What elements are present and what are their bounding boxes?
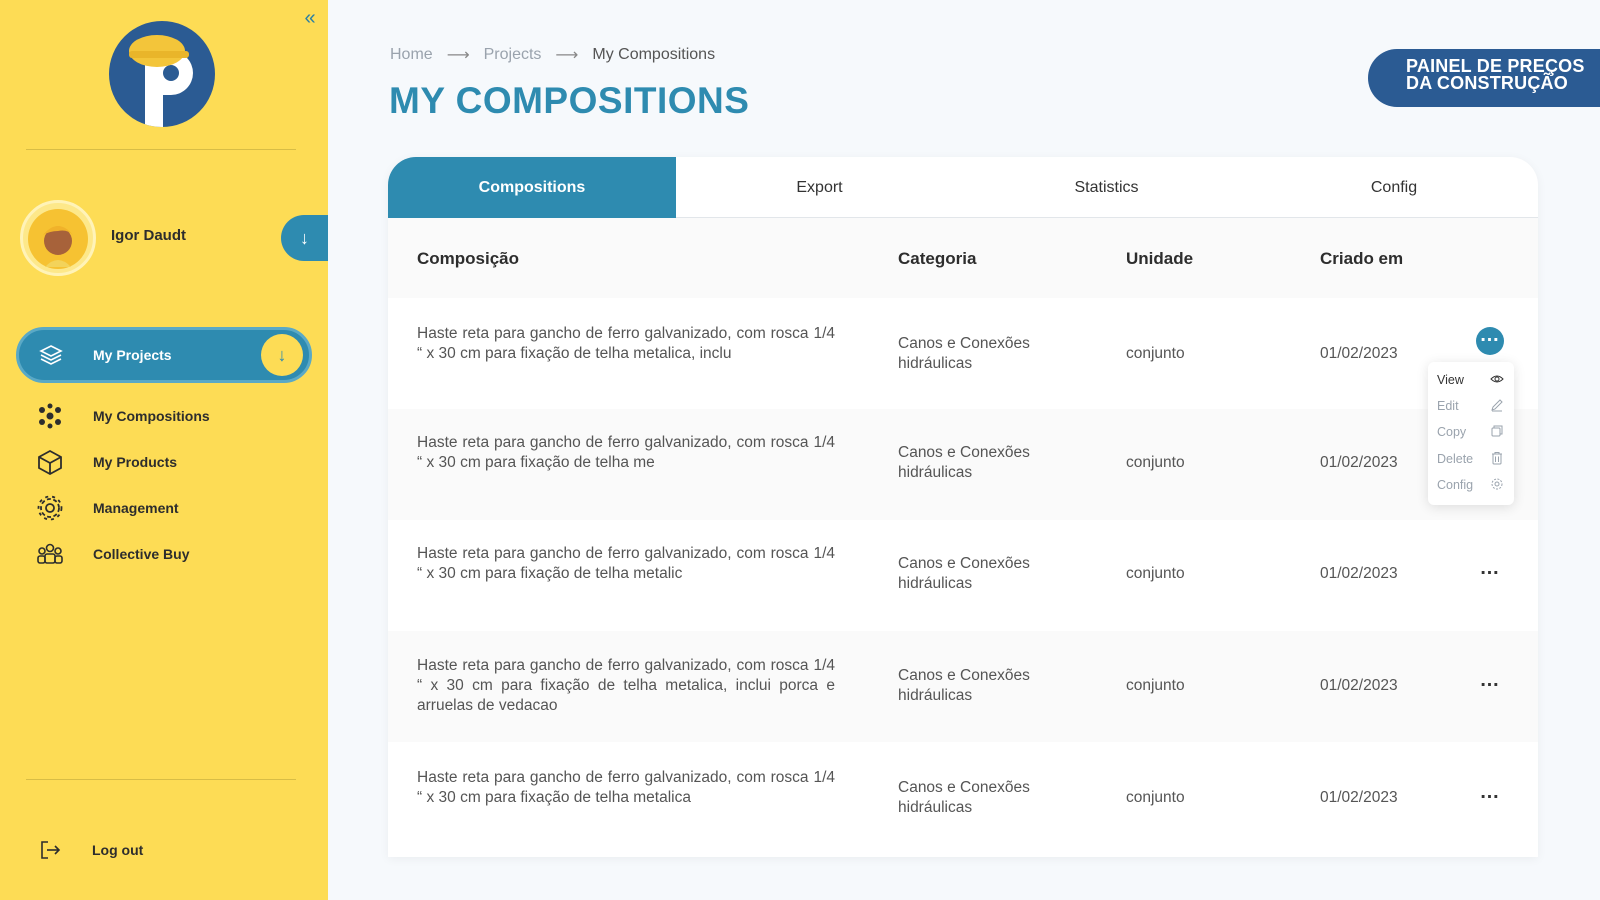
unit-cell: conjunto [1126,789,1185,806]
logout-icon [38,838,62,862]
sidebar-item-my-projects[interactable] [16,327,312,383]
menu-item-label: Config [1437,478,1474,492]
composition-description: Haste reta para gancho de ferro galvanizado, com rosca 1/4 “ x 30 cm para fixação de telha me [417,434,835,471]
sidebar-item-label: Collective Buy [93,546,190,562]
more-options-icon[interactable]: … [1479,557,1501,579]
tab-statistics[interactable]: Statistics [1074,179,1139,196]
table-row[interactable] [388,520,1538,631]
sidebar-item-label: Management [93,500,179,516]
compositions-card [388,157,1538,857]
date-cell: 01/02/2023 [1320,789,1398,806]
column-header-unidade[interactable]: Unidade [1126,249,1194,268]
date-cell: 01/02/2023 [1320,677,1398,694]
menu-item-view[interactable] [1428,368,1514,392]
date-cell: 01/02/2023 [1320,345,1398,362]
category-line-1: Canos e Conexões [898,667,1030,684]
menu-item-label: Copy [1437,425,1467,439]
category-line-1: Canos e Conexões [898,779,1030,796]
breadcrumb-projects[interactable]: Projects [483,46,542,63]
menu-item-label: Delete [1437,452,1474,466]
unit-cell: conjunto [1126,677,1185,694]
category-line-2: hidráulicas [898,355,973,372]
category-line-1: Canos e Conexões [898,444,1030,461]
gear-icon [36,494,64,522]
more-options-icon[interactable]: … [1476,327,1504,355]
sidebar-item-label: My Compositions [93,408,210,424]
logout-label: Log out [92,842,144,858]
composition-description: Haste reta para gancho de ferro galvanizado, com rosca 1/4 “ x 30 cm para fixação de telha metalic [417,545,835,582]
avatar[interactable] [20,200,96,276]
sidebar-item-my-products[interactable] [36,446,296,478]
trash-icon [1490,451,1504,465]
breadcrumb-current: My Compositions [592,46,716,63]
composition-description: Haste reta para gancho de ferro galvanizado, com rosca 1/4 “ x 30 cm para fixação de telha metalica [417,769,835,806]
sidebar-item-my-compositions[interactable] [36,400,296,432]
sidebar [0,0,328,900]
date-cell: 01/02/2023 [1320,454,1398,471]
menu-item-copy[interactable] [1428,420,1514,444]
gear-icon [1490,477,1504,491]
category-line-1: Canos e Conexões [898,335,1030,352]
category-cell [898,778,1030,818]
divider [26,149,296,150]
more-options-icon[interactable]: … [1479,781,1501,803]
table-row[interactable] [388,631,1538,742]
sidebar-item-label: My Products [93,454,178,470]
category-line-2: hidráulicas [898,575,973,592]
menu-item-edit[interactable] [1428,394,1514,418]
sidebar-item-label: My Projects [93,347,172,363]
column-header-criado-em[interactable]: Criado em [1320,249,1404,268]
composition-description: Haste reta para gancho de ferro galvanizado, com rosca 1/4 “ x 30 cm para fixação de telha metalica, inclui porca e arruelas de vedacao [417,657,835,714]
composition-description: Haste reta para gancho de ferro galvanizado, com rosca 1/4 “ x 30 cm para fixação de telha metalica, inclu [417,325,835,362]
category-cell [898,666,1030,706]
table-row[interactable] [388,742,1538,853]
tab-export[interactable]: Export [796,179,843,196]
layers-icon [39,343,63,367]
arrow-right-icon: ⟶ [555,47,579,64]
category-cell [898,554,1030,594]
menu-item-config[interactable] [1428,473,1514,497]
sidebar-item-collective-buy[interactable] [36,538,296,570]
category-line-2: hidráulicas [898,464,973,481]
more-options-icon[interactable]: … [1479,669,1501,691]
unit-cell: conjunto [1126,565,1185,582]
expand-arrow-icon[interactable]: ↓ [261,334,303,376]
user-menu-toggle[interactable]: ↓ [281,215,328,261]
menu-item-delete[interactable] [1428,447,1514,471]
category-line-2: hidráulicas [898,799,973,816]
breadcrumb-home[interactable]: Home [390,46,433,63]
copy-icon [1490,424,1504,438]
app-logo[interactable] [109,21,215,127]
menu-item-label: View [1437,373,1464,387]
logout-button[interactable] [38,836,198,866]
collapse-sidebar-icon[interactable]: « [304,7,316,29]
user-name: Igor Daudt [111,227,186,244]
row-actions-menu [1428,362,1514,505]
category-line-1: Canos e Conexões [898,555,1030,572]
category-cell [898,334,1030,374]
table-row[interactable] [388,298,1538,409]
box-icon [36,448,64,476]
menu-item-label: Edit [1437,399,1459,413]
tab-bar [388,157,1538,218]
table-header [388,218,1538,298]
table-row[interactable] [388,409,1538,520]
category-cell [898,443,1030,483]
sidebar-item-management[interactable] [36,492,296,524]
brand-line-2: DA CONSTRUÇÃO [1406,73,1568,93]
page-title: MY COMPOSITIONS [389,80,750,121]
brand-line-1: PAINEL DE PREÇOS [1406,56,1585,76]
column-header-composicao[interactable]: Composição [417,249,520,268]
column-header-categoria[interactable]: Categoria [898,249,977,268]
category-line-2: hidráulicas [898,687,973,704]
brand-badge [1368,49,1600,107]
unit-cell: conjunto [1126,345,1185,362]
date-cell: 01/02/2023 [1320,565,1398,582]
tab-config[interactable]: Config [1370,179,1418,196]
divider [26,779,296,780]
pencil-icon [1490,398,1504,412]
unit-cell: conjunto [1126,454,1185,471]
group-icon [36,540,64,568]
eye-icon [1490,372,1504,386]
molecule-icon [36,402,64,430]
tab-compositions[interactable]: Compositions [388,157,676,218]
arrow-right-icon: ⟶ [446,47,470,64]
breadcrumb [390,45,715,65]
